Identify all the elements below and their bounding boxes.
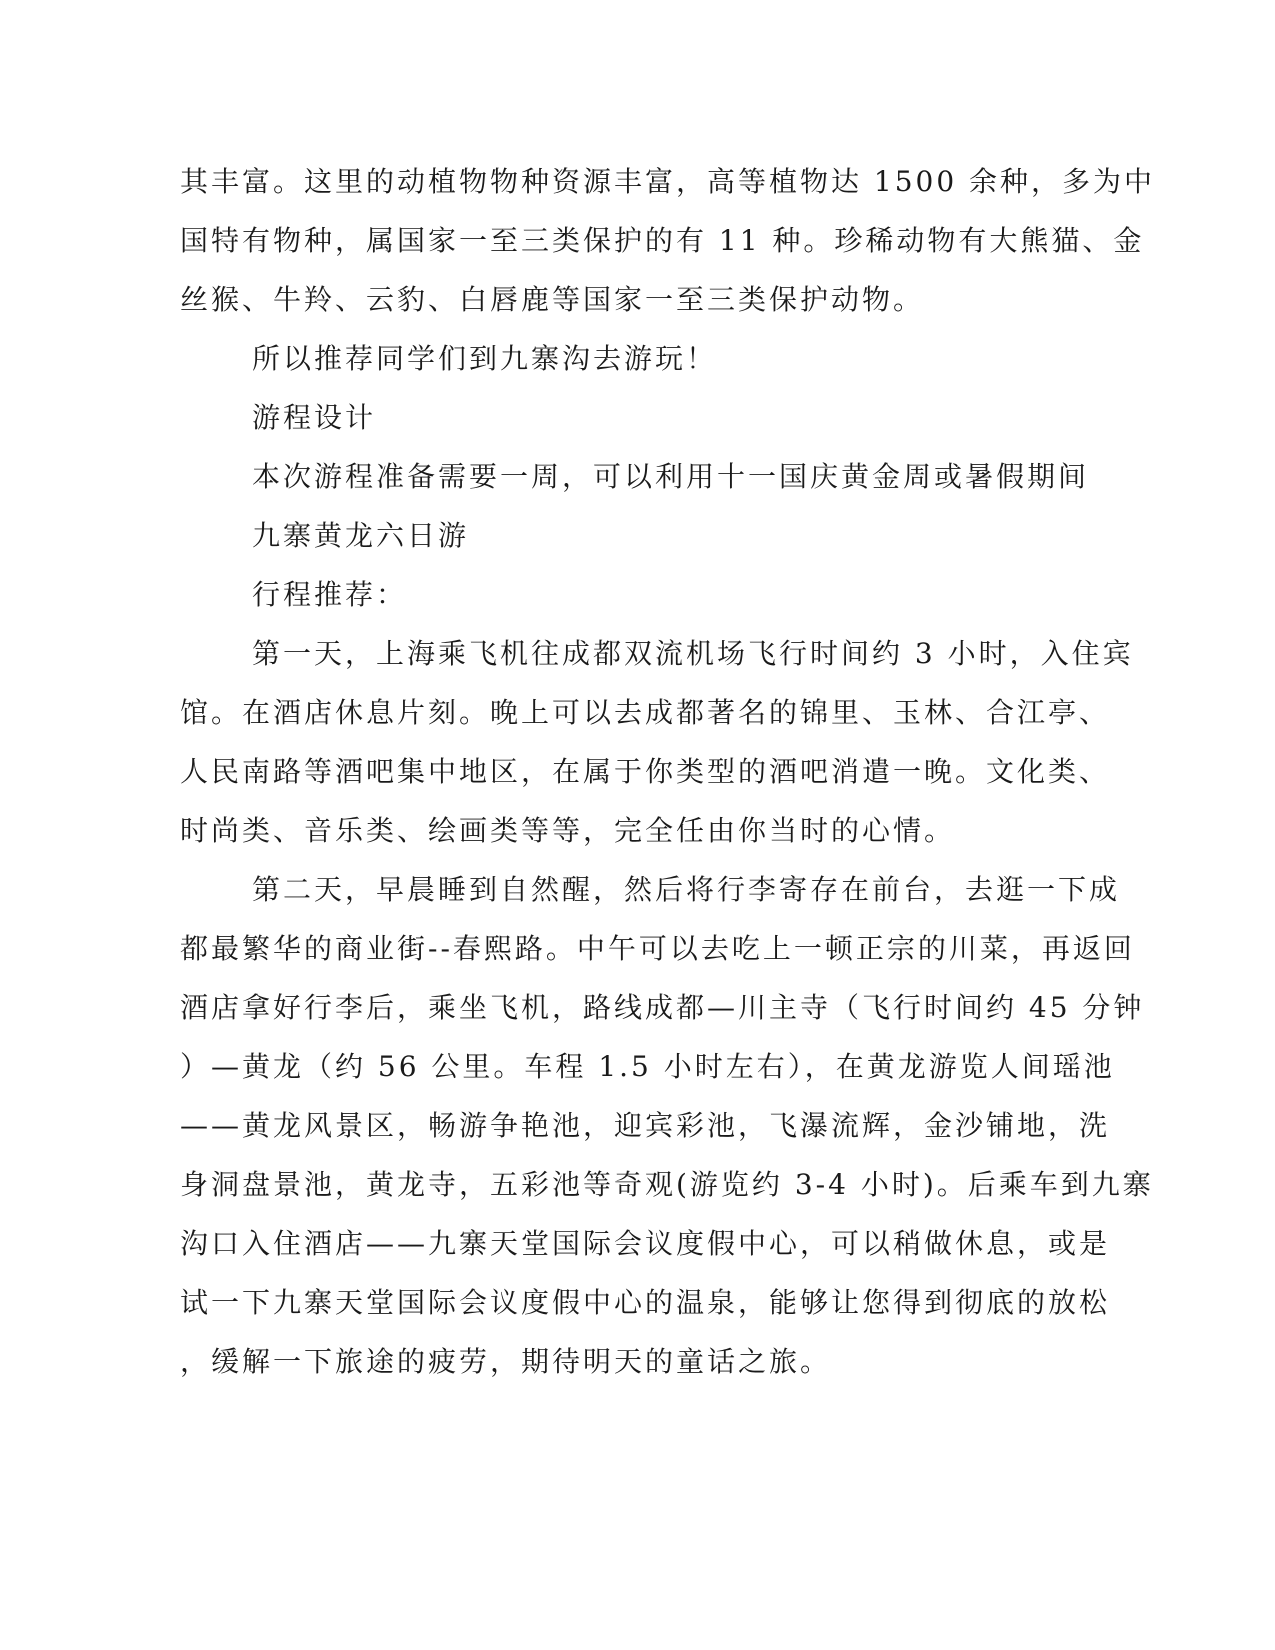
itinerary-title: 九寨黄龙六日游	[252, 519, 470, 552]
paragraph-line: 试一下九寨天堂国际会议度假中心的温泉，能够让您得到彻底的放松	[180, 1286, 1111, 1319]
paragraph-line: 其丰富。这里的动植物物种资源丰富，高等植物达 1500 余种，多为中	[180, 165, 1156, 198]
paragraph-line: 时尚类、音乐类、绘画类等等，完全任由你当时的心情。	[180, 814, 956, 847]
paragraph-line: ，缓解一下旅途的疲劳，期待明天的童话之旅。	[180, 1345, 832, 1378]
paragraph-line: 沟口入住酒店——九寨天堂国际会议度假中心，可以稍做休息，或是	[180, 1227, 1111, 1260]
section-heading: 游程设计	[252, 401, 377, 434]
paragraph-line: 第一天，上海乘飞机往成都双流机场飞行时间约 3 小时，入住宾	[252, 637, 1134, 670]
paragraph-line: 身洞盘景池，黄龙寺，五彩池等奇观(游览约 3-4 小时)。后乘车到九寨	[180, 1168, 1154, 1201]
paragraph-line: 都最繁华的商业街--春熙路。中午可以去吃上一顿正宗的川菜，再返回	[180, 932, 1135, 965]
paragraph-line: 丝猴、牛羚、云豹、白唇鹿等国家一至三类保护动物。	[180, 283, 925, 316]
paragraph-line: 所以推荐同学们到九寨沟去游玩！	[252, 342, 718, 375]
section-heading: 行程推荐：	[252, 578, 408, 611]
paragraph-line: ）—黄龙（约 56 公里。车程 1.5 小时左右），在黄龙游览人间瑶池	[180, 1050, 1115, 1083]
paragraph-line: ——黄龙风景区，畅游争艳池，迎宾彩池，飞瀑流辉，金沙铺地，洗	[180, 1109, 1111, 1142]
paragraph-line: 本次游程准备需要一周，可以利用十一国庆黄金周或暑假期间	[252, 460, 1090, 493]
paragraph-line: 国特有物种，属国家一至三类保护的有 11 种。珍稀动物有大熊猫、金	[180, 224, 1145, 257]
paragraph-line: 馆。在酒店休息片刻。晚上可以去成都著名的锦里、玉林、合江亭、	[180, 696, 1111, 729]
paragraph-line: 人民南路等酒吧集中地区，在属于你类型的酒吧消遣一晚。文化类、	[180, 755, 1111, 788]
paragraph-line: 酒店拿好行李后，乘坐飞机，路线成都—川主寺（飞行时间约 45 分钟	[180, 991, 1145, 1024]
paragraph-line: 第二天，早晨睡到自然醒，然后将行李寄存在前台，去逛一下成	[252, 873, 1121, 906]
document-body	[180, 152, 1156, 1391]
